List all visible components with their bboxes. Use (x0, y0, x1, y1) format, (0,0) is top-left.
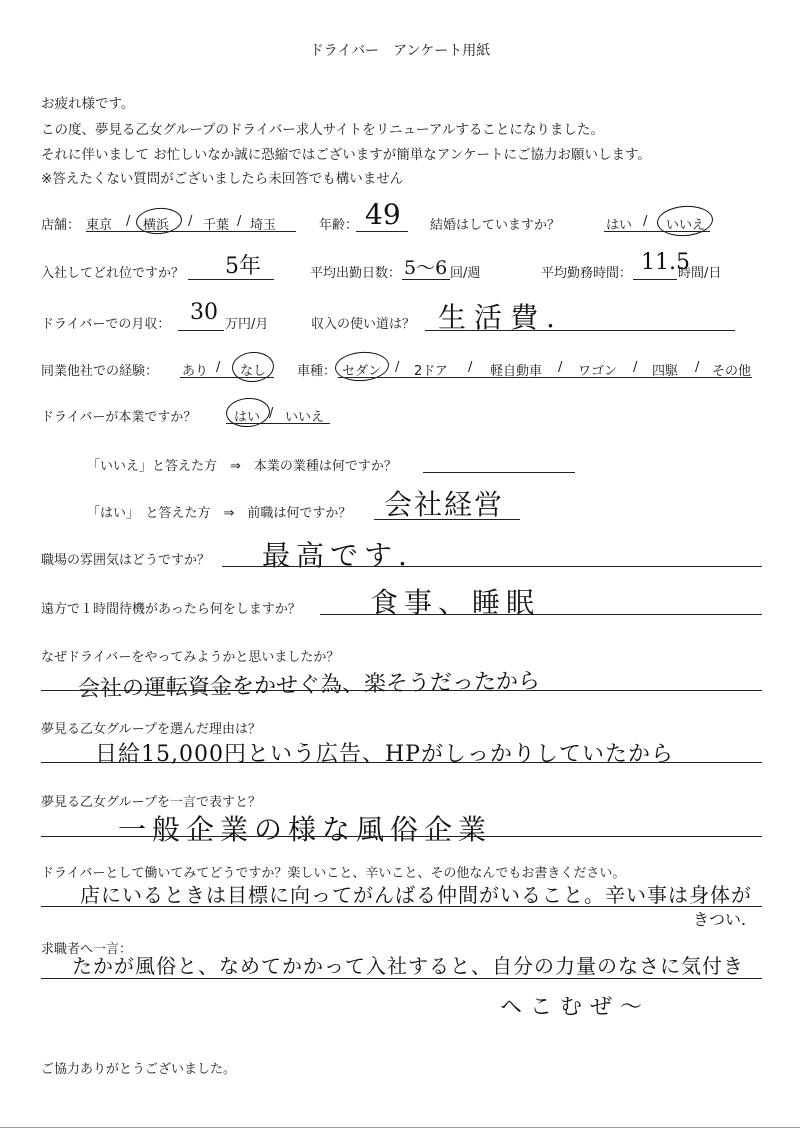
impressions-underline (41, 906, 762, 907)
experience-label: 同業他社での経験： (41, 364, 159, 379)
why-underline (41, 690, 762, 691)
married-label: 結婚はしていますか？ (430, 218, 561, 233)
age-label: 年齢： (319, 218, 359, 233)
store-option-tokyo[interactable]: 東京 (86, 218, 113, 233)
intro-line-2: この度、夢見る乙女グループのドライバー求人サイトをリニューアルすることになりました。 (41, 122, 604, 138)
income-underline (178, 330, 224, 331)
intro-line-1: お疲れ様です。 (41, 96, 135, 112)
car-option-4wd[interactable]: 四駆 (652, 364, 679, 379)
to-applicants-underline (41, 978, 762, 979)
to-applicants-line-1[interactable]: たかが風俗と、なめてかかって入社すると、自分の力量のなさに気付き (72, 954, 744, 978)
main-job-underline (226, 423, 330, 424)
car-sep-4: / (633, 360, 638, 375)
impressions-line-1[interactable]: 店にいるときは目標に向ってがんばる仲間がいること。辛い事は身体が (80, 883, 752, 907)
to-applicants-line-2[interactable]: ヘこむぜ〜 (500, 995, 651, 1020)
car-option-other[interactable]: その他 (712, 364, 752, 379)
store-option-saitama[interactable]: 埼玉 (250, 218, 277, 233)
avg-hours-value[interactable]: 11.5 (641, 250, 690, 275)
avg-hours-unit: 時間/日 (678, 266, 722, 281)
if-no-label: 「いいえ」と答えた方 ⇒ 本業の業種は何ですか？ (87, 459, 397, 474)
usage-label: 収入の使い道は？ (311, 317, 416, 332)
intro-line-3: それに伴いまして お忙しいなか誠に恐縮ではございますが簡単なアンケートにご協力お願いします。 (41, 147, 651, 163)
married-underline (604, 231, 710, 232)
why-label: なぜドライバーをやってみようかと思いましたか？ (41, 650, 340, 665)
avg-hours-label: 平均勤務時間： (541, 266, 633, 281)
experience-selected-circle (231, 351, 275, 384)
tenure-value[interactable]: 5年 (225, 254, 261, 279)
atmosphere-underline (222, 566, 762, 567)
one-word-value[interactable]: 一般企業の様な風俗企業 (118, 813, 493, 846)
married-yes[interactable]: はい (606, 218, 633, 233)
if-yes-value[interactable]: 会社経営 (384, 488, 505, 521)
atmosphere-label: 職場の雰囲気はどうですか？ (41, 553, 211, 568)
age-underline (356, 231, 408, 232)
reason-underline (41, 762, 762, 763)
closing-text: ご協力ありがとうございました。 (41, 1062, 237, 1077)
store-sep-2: / (188, 214, 193, 229)
waiting-underline (320, 614, 762, 615)
to-applicants-label: 求職者へ一言： (41, 942, 133, 957)
form-title: ドライバー アンケート用紙 (309, 43, 491, 59)
experience-sep: / (216, 360, 221, 375)
avg-days-label: 平均出勤日数： (310, 266, 402, 281)
one-word-underline (41, 836, 762, 837)
main-job-label: ドライバーが本業ですか？ (41, 410, 197, 425)
car-label: 車種： (297, 364, 337, 379)
car-sep-3: / (558, 360, 563, 375)
avg-days-unit: 回/週 (450, 266, 481, 281)
waiting-label: 遠方で１時間待機があったら何をしますか？ (41, 602, 301, 617)
avg-days-value[interactable]: 5〜6 (404, 257, 448, 279)
age-value[interactable]: 49 (365, 198, 401, 231)
reason-label: 夢見る乙女グループを選んだ理由は？ (41, 722, 261, 737)
store-sep-3: / (237, 214, 242, 229)
tenure-underline (188, 279, 274, 280)
married-no[interactable]: いいえ (666, 218, 706, 233)
experience-yes[interactable]: あり (182, 364, 209, 379)
car-sep-1: / (395, 360, 400, 375)
impressions-line-2[interactable]: きつい. (693, 910, 747, 929)
car-option-2door[interactable]: 2ドア (414, 364, 448, 379)
impressions-label: ドライバーとして働いてみてどうですか？楽しいこと、辛いこと、その他なんでもお書きください。 (41, 866, 626, 881)
experience-underline (180, 377, 274, 378)
why-value[interactable]: 会社の運転資金をかせぐ為、楽そうだったから (77, 668, 541, 703)
store-label: 店舗： (41, 218, 81, 233)
if-no-underline (423, 472, 575, 473)
car-sep-5: / (695, 360, 700, 375)
income-unit: 万円/月 (225, 317, 269, 332)
income-value[interactable]: 30 (190, 300, 218, 325)
avg-hours-underline (633, 279, 677, 280)
car-sep-2: / (468, 360, 473, 375)
car-underline (338, 377, 752, 378)
usage-underline (425, 330, 735, 331)
avg-days-underline (402, 279, 450, 280)
one-word-label: 夢見る乙女グループを一言で表すと？ (41, 795, 261, 810)
if-yes-label: 「はい」 と答えた方 ⇒ 前職は何ですか？ (87, 506, 352, 521)
if-yes-underline (374, 519, 520, 520)
married-sep: / (643, 214, 648, 229)
usage-value[interactable]: 生活費. (438, 301, 563, 334)
married-selected-circle (656, 204, 714, 238)
tenure-label: 入社してどれ位ですか？ (41, 266, 185, 281)
main-job-yes[interactable]: はい (234, 410, 261, 425)
reason-value[interactable]: 日給15,000円という広告、HPがしっかりしていたから (95, 742, 674, 767)
store-option-chiba[interactable]: 千葉 (203, 218, 230, 233)
waiting-value[interactable]: 食事、睡眠 (370, 586, 541, 619)
store-option-yokohama[interactable]: 横浜 (143, 218, 170, 233)
atmosphere-value[interactable]: 最高です. (262, 539, 413, 572)
car-option-sedan[interactable]: セダン (342, 364, 382, 379)
page-bottom-edge (0, 1127, 800, 1128)
store-underline (86, 231, 296, 232)
car-option-kei[interactable]: 軽自動車 (490, 364, 543, 379)
store-sep-1: / (126, 214, 131, 229)
car-option-wagon[interactable]: ワゴン (578, 364, 618, 379)
intro-line-4: ※答えたくない質問がございましたら未回答でも構いません (41, 171, 404, 187)
main-job-sep: / (269, 406, 274, 421)
experience-no[interactable]: なし (240, 364, 267, 379)
main-job-no[interactable]: いいえ (285, 410, 325, 425)
income-label: ドライバーでの月収： (41, 317, 171, 332)
